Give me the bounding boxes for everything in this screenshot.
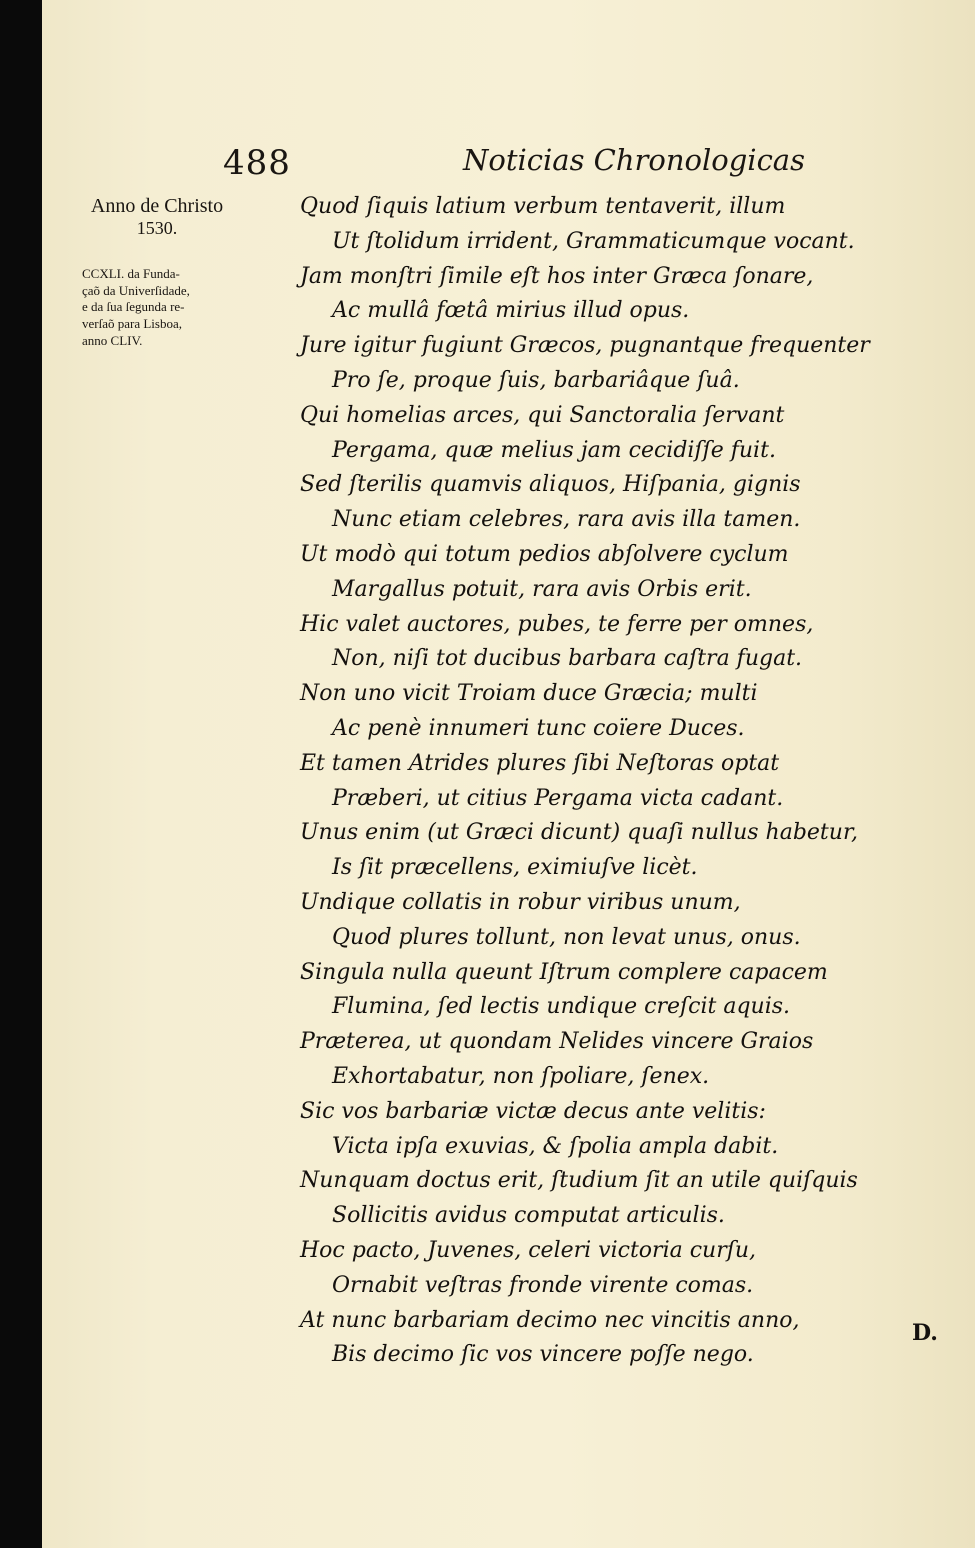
page-number: 488 (223, 143, 291, 183)
verse-line: Quod ſiquis latium verbum tentaverit, illum (300, 194, 786, 219)
verse-line: Is ſit præcellens, eximiuſve licèt. (332, 855, 698, 881)
verse-line: Singula nulla queunt Iſtrum complere capacem (300, 959, 828, 985)
verse-line: Bis decimo ſic vos vincere poſſe nego. (332, 1342, 754, 1368)
verse-line: Nunquam doctus erit, ſtudium ſit an utile quiſquis (300, 1168, 858, 1194)
verse-line: Et tamen Atrides plures ſibi Neſtoras optat (300, 750, 780, 776)
verse-line: Præberi, ut citius Pergama victa cadant. (332, 785, 784, 811)
margin-note-line: e da ſua ſegunda re- (82, 299, 185, 315)
verse-line: Ut modò qui totum pedios abſolvere cyclum (300, 541, 789, 567)
margin-note-line: CCXLI. da Funda- (82, 266, 180, 281)
verse-line: Præterea, ut quondam Nelides vincere Graios (300, 1029, 814, 1055)
verse-line: Non uno vicit Troiam duce Græcia; multi (300, 681, 758, 707)
verse-line: Undique collatis in robur viribus unum, (300, 889, 741, 915)
verse-line: Flumina, ſed lectis undique creſcit aquis. (332, 994, 791, 1020)
margin-year-note (82, 195, 232, 239)
verse-line: Sic vos barbariæ victæ decus ante velitis: (300, 1098, 766, 1124)
verse-line: At nunc barbariam decimo nec vincitis anno, (300, 1307, 800, 1333)
verse-line: Sed ſterilis quamvis aliquos, Hiſpania, gignis (300, 472, 801, 498)
margin-year-value: 1530. (136, 218, 178, 238)
verse-line: Quod plures tollunt, non levat unus, onus. (332, 924, 801, 950)
margin-note-line: çaõ da Univerſidade, (82, 282, 190, 298)
verse-line: Ornabit veſtras fronde virente comas. (332, 1272, 754, 1298)
verse-line: Nunc etiam celebres, rara avis illa tamen. (332, 507, 801, 533)
margin-year-label: Anno de Christo (90, 195, 224, 217)
verse-line: Pro ſe, proque ſuis, barbariâque ſuâ. (332, 367, 740, 393)
verse-line: Hoc pacto, Juvenes, celeri victoria curſu, (300, 1237, 757, 1263)
verse-line: Jure igitur fugiunt Græcos, pugnantque frequenter (300, 333, 870, 359)
verse-line: Exhortabatur, non ſpoliare, ſenex. (332, 1063, 710, 1089)
verse-line: Ac penè innumeri tunc coïere Duces. (332, 715, 745, 741)
verse-line: Hic valet auctores, pubes, te ferre per omnes, (300, 611, 814, 637)
margin-note (82, 266, 232, 349)
margin-note-line: anno CLIV. (82, 332, 143, 348)
verse-line: Qui homelias arces, qui Sanctoralia ſervant (300, 402, 785, 428)
verse-line: Jam monſtri ſimile eſt hos inter Græca ſonare, (300, 263, 814, 289)
verse-line: Pergama, quæ melius jam cecidiſſe fuit. (332, 437, 776, 463)
verse-line: Unus enim (ut Græci dicunt) quaſi nullus habetur, (300, 820, 859, 846)
catchword: D. (912, 1320, 938, 1346)
verse-line: Sollicitis avidus computat articulis. (332, 1203, 725, 1229)
verse-line: Ut ſtolidum irrident, Grammaticumque vocant. (332, 228, 855, 254)
running-head: Noticias Chronologicas (463, 143, 805, 177)
verse-line: Margallus potuit, rara avis Orbis erit. (332, 576, 752, 602)
verse-line: Victa ipſa exuvias, & ſpolia ampla dabit. (332, 1133, 779, 1159)
verse-block (300, 190, 900, 1373)
verse-line: Non, niſi tot ducibus barbara caſtra fugat. (332, 646, 803, 672)
verse-line: Ac mullâ fœtâ mirius illud opus. (332, 298, 690, 324)
margin-note-line: verſaõ para Lisboa, (82, 315, 182, 331)
